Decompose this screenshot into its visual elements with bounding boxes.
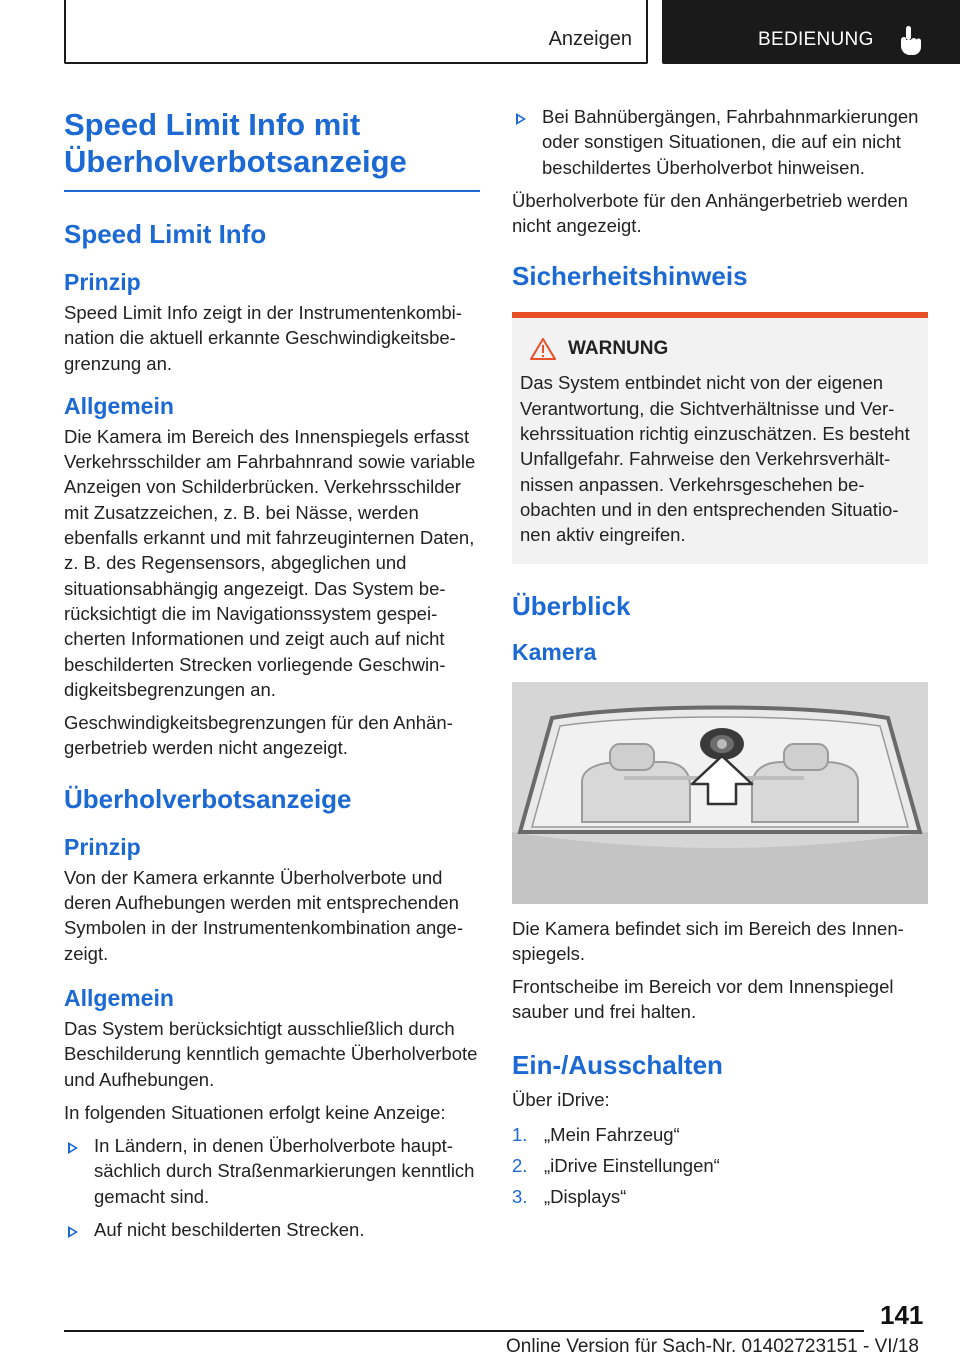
warning-box	[512, 312, 928, 563]
situation-list-continued	[512, 104, 928, 180]
page-title: Speed Limit Info mit Überholverbotsanzeige	[64, 107, 407, 179]
warning-text: Das System entbindet nicht von der eigenen Verantwortung, die Sichtverhältnisse und Verkehrssituation richtig einzuschätzen. Es besteht Unfallgefahr. Fahrweise den Verkehrsverhältnissen anpassen. Verkehrsgeschehen beobachten und in den entsprechenden Situationen aktiv eingreifen.	[520, 372, 910, 546]
heading-ein-ausschalten: Ein-/Ausschalten	[512, 1049, 723, 1080]
paragraph: Frontscheibe im Bereich vor dem Innenspiegel sauber und frei halten.	[512, 976, 894, 1023]
left-column	[64, 100, 480, 1242]
page-number: 141	[880, 1300, 924, 1330]
title-divider	[64, 190, 480, 192]
bullet-triangle-icon	[68, 1142, 78, 1154]
heading-allgemein: Allgemein	[64, 984, 174, 1011]
list-item: 1. „Mein Fahrzeug“	[512, 1124, 680, 1146]
paragraph: Von der Kamera erkannte Überholverbote und deren Aufhebungen werden mit entsprechenden Symbolen in der Instrumentenkombination angezeigt.	[64, 866, 464, 964]
paragraph: Geschwindigkeitsbegrenzungen für den Anhängerbetrieb werden nicht angezeigt.	[64, 712, 453, 759]
heading-ueberblick: Überblick	[512, 590, 631, 621]
list-item: 3. „Displays“	[512, 1186, 627, 1208]
situation-list	[64, 1133, 480, 1242]
heading-kamera: Kamera	[512, 638, 597, 665]
list-item: 2. „iDrive Einstellungen“	[512, 1155, 720, 1177]
paragraph: In folgenden Situationen erfolgt keine Anzeige:	[64, 1101, 446, 1123]
footer-version: Online Version für Sach-Nr. 01402723151 - VI/18	[506, 1336, 919, 1357]
heading-sicherheitshinweis: Sicherheitshinweis	[512, 261, 748, 292]
paragraph: Das System berücksichtigt ausschließlich durch Beschilderung kenntlich gemachte Überholverbote und Aufhebungen.	[64, 1017, 478, 1090]
paragraph: Speed Limit Info zeigt in der Instrumentenkombination die aktuell erkannte Geschwindigkeitsbegrenzung an.	[64, 302, 462, 374]
chapter-title: BEDIENUNG	[758, 29, 874, 50]
section-title: Anzeigen	[548, 28, 632, 50]
list-item: Auf nicht beschilderten Strecken.	[64, 1217, 480, 1242]
bullet-triangle-icon	[68, 1226, 78, 1238]
warning-header	[520, 338, 920, 360]
warning-label: WARNUNG	[568, 338, 669, 360]
footer-divider	[64, 1330, 864, 1332]
heading-speed-limit-info: Speed Limit Info	[64, 219, 267, 249]
paragraph: Über iDrive:	[512, 1088, 610, 1110]
steps-list	[512, 1122, 928, 1209]
camera-location-image	[512, 682, 928, 904]
paragraph: Die Kamera im Bereich des Innenspiegels erfasst Verkehrsschilder am Fahrbahnrand sowie variable Anzeigen von Schilderbrücken. Verkehrsschilder mit Zusatzzeichen, z. B. bei Nässe, werden ebenfalls erkannt und mit fahrzeuginternen Daten, z. B. des Regensensors, abgeglichen und situationsabhängig angezeigt. Das System berücksichtigt die im Navigationssystem gespeicherten Informationen und zeigt auch auf nicht beschilderten Strecken vorliegende Geschwindigkeitsbegrenzungen an.	[64, 425, 476, 700]
heading-prinzip: Prinzip	[64, 269, 141, 295]
bullet-triangle-icon	[516, 113, 526, 125]
right-column	[512, 100, 928, 1215]
paragraph: Überholverbote für den Anhängerbetrieb werden nicht angezeigt.	[512, 189, 908, 237]
heading-ueberholverbotsanzeige: Überholverbotsanzeige	[64, 783, 352, 814]
chapter-header	[662, 0, 960, 64]
section-header	[64, 0, 648, 64]
hand-pointer-icon	[898, 26, 924, 56]
list-item: In Ländern, in denen Überholverbote hauptsächlich durch Straßenmarkierungen kenntlich gemacht sind.	[64, 1133, 480, 1209]
warning-triangle-icon	[530, 338, 556, 360]
list-item: Bei Bahnübergängen, Fahrbahnmarkierungen oder sonstigen Situationen, die auf ein nicht beschildertes Überholverbot hinweisen.	[512, 104, 928, 180]
heading-prinzip: Prinzip	[64, 833, 141, 860]
heading-allgemein: Allgemein	[64, 392, 174, 419]
image-caption: Die Kamera befindet sich im Bereich des Innenspiegels.	[512, 917, 904, 964]
